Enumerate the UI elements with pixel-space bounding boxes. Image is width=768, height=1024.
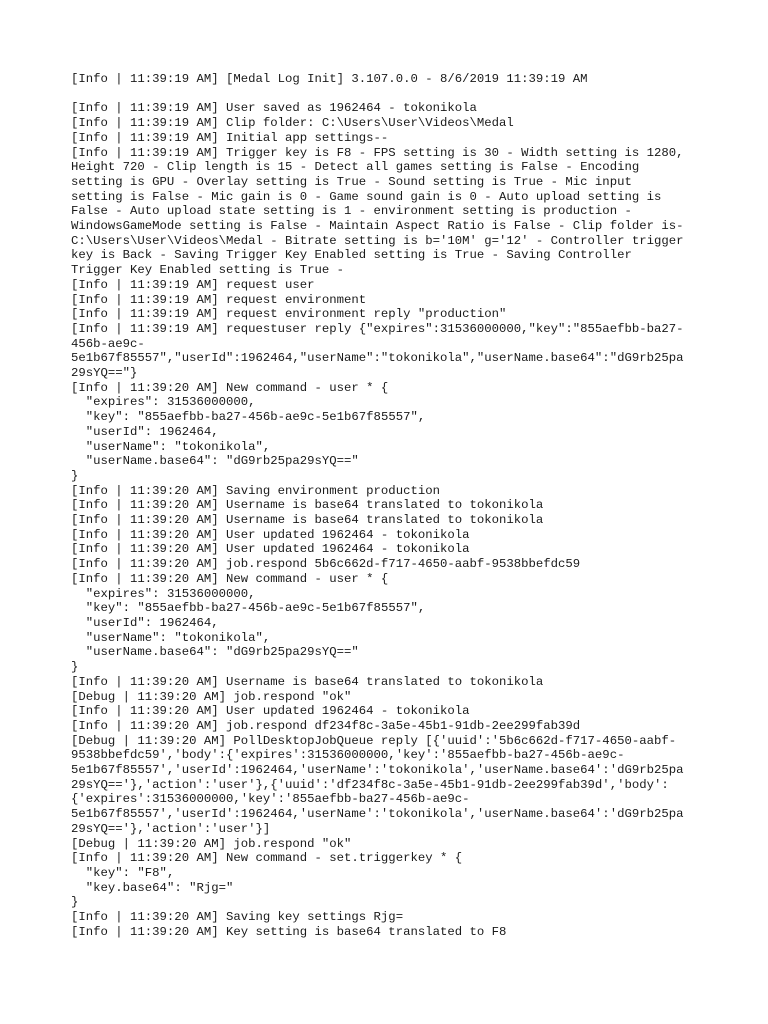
log-line: [Info | 11:39:19 AM] request environment — [71, 292, 367, 307]
log-line: 29sYQ=='},'action':'user'},{'uuid':'df234f8c-3a5e-45b1-91db-2ee299fab39d','body': — [71, 777, 669, 792]
log-line: "expires": 31536000000, — [71, 586, 256, 601]
log-line: "userName.base64": "dG9rb25pa29sYQ==" — [71, 454, 359, 469]
log-line: False - Auto upload state setting is 1 - environment setting is production - — [71, 204, 632, 219]
log-line: } — [71, 468, 79, 483]
log-line: [Info | 11:39:20 AM] Key setting is base64 translated to F8 — [71, 924, 507, 939]
log-line: "userName": "tokonikola", — [71, 630, 271, 645]
log-line: {'expires':31536000000,'key':'855aefbb-ba27-456b-ae9c- — [71, 792, 470, 807]
log-line: C:\Users\User\Videos\Medal - Bitrate setting is b='10M' g='12' - Controller trigger — [71, 233, 684, 248]
log-line: [Info | 11:39:20 AM] Saving key settings Rjg= — [71, 910, 404, 925]
log-line: [Info | 11:39:20 AM] Username is base64 translated to tokonikola — [71, 513, 544, 528]
log-document — [71, 72, 701, 939]
log-line: "userName": "tokonikola", — [71, 439, 271, 454]
log-line: [Info | 11:39:20 AM] Username is base64 translated to tokonikola — [71, 674, 544, 689]
log-line: [Info | 11:39:20 AM] Saving environment production — [71, 483, 440, 498]
log-line: [Debug | 11:39:20 AM] PollDesktopJobQueue reply [{'uuid':'5b6c662d-f717-4650-aabf- — [71, 733, 677, 748]
log-line: setting is GPU - Overlay setting is True - Sound setting is True - Mic input — [71, 174, 632, 189]
log-line: [Info | 11:39:19 AM] request environment reply "production" — [71, 307, 507, 322]
log-line: [Info | 11:39:20 AM] User updated 1962464 - tokonikola — [71, 542, 470, 557]
log-line: [Info | 11:39:20 AM] New command - user * { — [71, 380, 389, 395]
log-line: } — [71, 895, 79, 910]
log-line: [Info | 11:39:19 AM] [Medal Log Init] 3.107.0.0 - 8/6/2019 11:39:19 AM — [71, 72, 588, 86]
log-line: "key": "855aefbb-ba27-456b-ae9c-5e1b67f85557", — [71, 601, 426, 616]
log-line — [71, 87, 701, 102]
log-line: key is Back - Saving Trigger Key Enabled setting is True - Saving Controller — [71, 248, 632, 263]
log-line: Height 720 - Clip length is 15 - Detect all games setting is False - Encoding — [71, 160, 640, 175]
log-line: [Info | 11:39:20 AM] User updated 1962464 - tokonikola — [71, 704, 470, 719]
log-line: "userId": 1962464, — [71, 424, 219, 439]
log-line: [Info | 11:39:20 AM] job.respond 5b6c662d-f717-4650-aabf-9538bbefdc59 — [71, 557, 581, 572]
log-line: 5e1b67f85557","userId":1962464,"userName":"tokonikola","userName.base64":"dG9rb25pa — [71, 351, 684, 366]
log-line: "expires": 31536000000, — [71, 395, 256, 410]
log-line: } — [71, 660, 79, 675]
log-line: WindowsGameMode setting is False - Maintain Aspect Ratio is False - Clip folder is- — [71, 219, 684, 234]
log-line: [Info | 11:39:20 AM] New command - user * { — [71, 571, 389, 586]
log-line: 9538bbefdc59','body':{'expires':31536000000,'key':'855aefbb-ba27-456b-ae9c- — [71, 748, 625, 763]
log-line: "key": "855aefbb-ba27-456b-ae9c-5e1b67f85557", — [71, 410, 426, 425]
log-line: [Info | 11:39:20 AM] Username is base64 translated to tokonikola — [71, 498, 544, 513]
log-line: [Info | 11:39:19 AM] Initial app settings-- — [71, 130, 389, 145]
log-line: [Info | 11:39:19 AM] Trigger key is F8 - FPS setting is 30 - Width setting is 1280, — [71, 145, 684, 160]
log-line: "userName.base64": "dG9rb25pa29sYQ==" — [71, 645, 359, 660]
log-line: setting is False - Mic gain is 0 - Game sound gain is 0 - Auto upload setting is — [71, 189, 662, 204]
log-line: [Info | 11:39:19 AM] Clip folder: C:\Users\User\Videos\Medal — [71, 116, 514, 131]
log-line: [Debug | 11:39:20 AM] job.respond "ok" — [71, 689, 352, 704]
log-line: 29sYQ=="} — [71, 366, 138, 381]
log-line: 29sYQ=='},'action':'user'}] — [71, 821, 271, 836]
log-line: 456b-ae9c- — [71, 336, 145, 351]
log-line: "key": "F8", — [71, 865, 175, 880]
log-line: [Info | 11:39:19 AM] User saved as 1962464 - tokonikola — [71, 101, 477, 116]
log-line: [Info | 11:39:20 AM] User updated 1962464 - tokonikola — [71, 527, 470, 542]
log-line: [Info | 11:39:20 AM] New command - set.triggerkey * { — [71, 851, 463, 866]
log-line: "userId": 1962464, — [71, 616, 219, 630]
log-line: [Info | 11:39:19 AM] requestuser reply {"expires":31536000000,"key":"855aefbb-ba27- — [71, 321, 684, 336]
log-line: [Info | 11:39:20 AM] job.respond df234f8c-3a5e-45b1-91db-2ee299fab39d — [71, 718, 581, 733]
log-line: [Info | 11:39:19 AM] request user — [71, 277, 315, 292]
log-line: Trigger Key Enabled setting is True - — [71, 263, 345, 278]
log-line: 5e1b67f85557','userId':1962464,'userName':'tokonikola','userName.base64':'dG9rb25pa — [71, 763, 684, 778]
log-line: [Debug | 11:39:20 AM] job.respond "ok" — [71, 836, 352, 851]
log-line: 5e1b67f85557','userId':1962464,'userName':'tokonikola','userName.base64':'dG9rb25pa — [71, 807, 684, 822]
log-line: "key.base64": "Rjg=" — [71, 880, 234, 895]
